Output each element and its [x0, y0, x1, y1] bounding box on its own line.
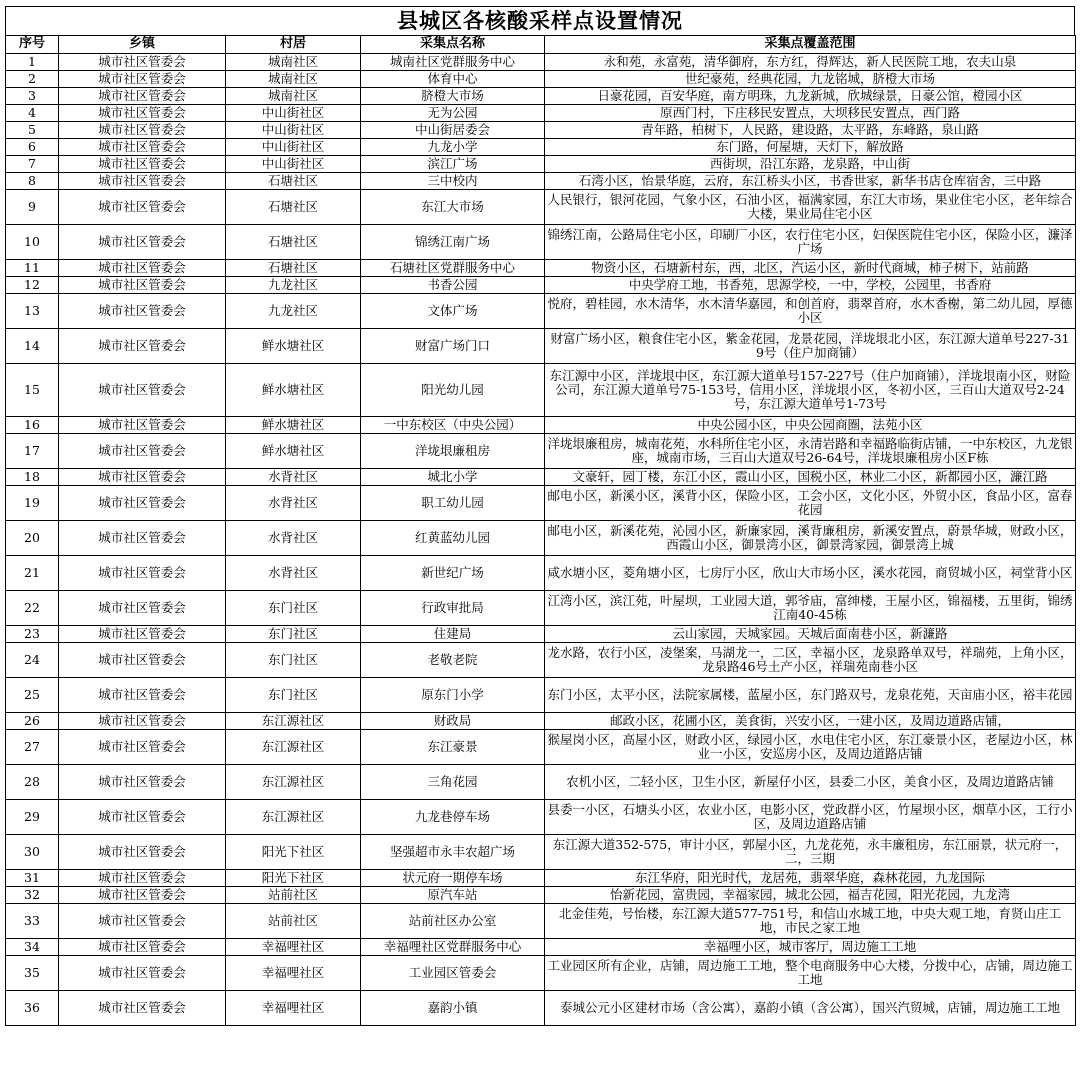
cell-village: 幸福哩社区	[226, 991, 361, 1026]
cell-town: 城市社区管委会	[59, 556, 226, 591]
cell-town: 城市社区管委会	[59, 939, 226, 956]
cell-village: 城南社区	[226, 88, 361, 105]
cell-village: 东门社区	[226, 591, 361, 626]
header-village: 村居	[226, 36, 361, 54]
cell-no: 5	[6, 122, 59, 139]
table-row	[6, 956, 1076, 991]
table-row	[6, 835, 1076, 870]
cell-no: 10	[6, 225, 59, 260]
cell-village: 鲜水塘社区	[226, 364, 361, 417]
cell-town: 城市社区管委会	[59, 173, 226, 190]
cell-coverage: 永和苑，永富苑，清华御府，东方红，得辉达，新人民医院工地，农夫山泉	[545, 54, 1076, 71]
cell-site: 一中东校区（中央公园）	[361, 417, 545, 434]
cell-village: 东江源社区	[226, 800, 361, 835]
cell-site: 九龙小学	[361, 139, 545, 156]
sampling-sites-table	[5, 35, 1076, 1026]
table-title: 县城区各核酸采样点设置情况	[5, 6, 1075, 35]
cell-no: 30	[6, 835, 59, 870]
cell-coverage: 悦府，碧桂园，水木清华，水木清华嘉园，和创首府，翡翠首府，水木香榭，第二幼儿园，厚德小区	[545, 294, 1076, 329]
cell-town: 城市社区管委会	[59, 800, 226, 835]
cell-town: 城市社区管委会	[59, 417, 226, 434]
cell-village: 城南社区	[226, 71, 361, 88]
cell-coverage: 猴屋岗小区，高屋小区，财政小区，绿园小区，水电住宅小区，东江豪景小区，老屋边小区，林业一小区，安巡房小区，及周边道路店铺	[545, 730, 1076, 765]
cell-village: 东门社区	[226, 626, 361, 643]
table-row	[6, 434, 1076, 469]
table-body	[6, 54, 1076, 1026]
table-row	[6, 364, 1076, 417]
table-row	[6, 105, 1076, 122]
table-row	[6, 800, 1076, 835]
cell-coverage: 东江源中小区，洋垅垠中区，东江源大道单号157-227号（住户加商铺），洋垅垠南小区，财险公司，东江源大道单号75-153号，信用小区，洋垅垠小区，冬初小区，三百山大道双号2-24号，东江源大道单号1-73号	[545, 364, 1076, 417]
cell-village: 城南社区	[226, 54, 361, 71]
cell-coverage: 工业园区所有企业，店铺，周边施工工地，整个电商服务中心大楼，分拨中心，店铺，周边施工工地	[545, 956, 1076, 991]
cell-no: 19	[6, 486, 59, 521]
table-row	[6, 173, 1076, 190]
table-row	[6, 225, 1076, 260]
cell-coverage: 人民银行，银河花园，气象小区，石油小区，福满家园，东江大市场，果业住宅小区，老年综合大楼，果业局住宅小区	[545, 190, 1076, 225]
cell-town: 城市社区管委会	[59, 469, 226, 486]
cell-site: 城北小学	[361, 469, 545, 486]
cell-village: 九龙社区	[226, 294, 361, 329]
cell-town: 城市社区管委会	[59, 139, 226, 156]
table-row	[6, 486, 1076, 521]
cell-village: 东江源社区	[226, 730, 361, 765]
cell-no: 18	[6, 469, 59, 486]
cell-town: 城市社区管委会	[59, 294, 226, 329]
cell-town: 城市社区管委会	[59, 486, 226, 521]
cell-coverage: 北金佳苑，号怡楼，东江源大道577-751号，和信山水城工地，中央大观工地，育贤山庄工地，市民之家工地	[545, 904, 1076, 939]
cell-town: 城市社区管委会	[59, 105, 226, 122]
cell-site: 住建局	[361, 626, 545, 643]
cell-coverage: 东江源大道352-575，审计小区，郭屋小区，九龙花苑，永丰廉租房，东江丽景，状元府一，二，三期	[545, 835, 1076, 870]
cell-no: 16	[6, 417, 59, 434]
cell-town: 城市社区管委会	[59, 521, 226, 556]
cell-town: 城市社区管委会	[59, 54, 226, 71]
table-row	[6, 190, 1076, 225]
cell-village: 鲜水塘社区	[226, 329, 361, 364]
cell-site: 三角花园	[361, 765, 545, 800]
cell-coverage: 泰城公元小区建材市场（含公寓），嘉韵小镇（含公寓），国兴汽贸城，店铺，周边施工工地	[545, 991, 1076, 1026]
cell-coverage: 财富广场小区，粮食住宅小区，紫金花园，龙景花园，洋垅垠北小区，东江源大道单号227-319号（住户加商铺）	[545, 329, 1076, 364]
cell-site: 财政局	[361, 713, 545, 730]
cell-village: 水背社区	[226, 521, 361, 556]
table-row	[6, 521, 1076, 556]
cell-site: 幸福哩社区党群服务中心	[361, 939, 545, 956]
cell-no: 4	[6, 105, 59, 122]
cell-town: 城市社区管委会	[59, 765, 226, 800]
cell-town: 城市社区管委会	[59, 329, 226, 364]
cell-village: 中山街社区	[226, 122, 361, 139]
table-row	[6, 870, 1076, 887]
cell-site: 工业园区管委会	[361, 956, 545, 991]
cell-site: 原东门小学	[361, 678, 545, 713]
cell-no: 33	[6, 904, 59, 939]
cell-coverage: 县委一小区，石塘头小区，农业小区，电影小区，党政群小区，竹屋坝小区，烟草小区，工行小区，及周边道路店铺	[545, 800, 1076, 835]
cell-coverage: 邮电小区，新溪花苑，沁园小区，新廉家园，溪背廉租房，新溪安置点，蔚景华城，财政小区，西霞山小区，御景湾小区，御景湾家园，御景湾上城	[545, 521, 1076, 556]
table-row	[6, 887, 1076, 904]
cell-coverage: 世纪豪苑，经典花园，九龙铭城，脐橙大市场	[545, 71, 1076, 88]
cell-village: 水背社区	[226, 486, 361, 521]
cell-site: 老敬老院	[361, 643, 545, 678]
cell-village: 石塘社区	[226, 190, 361, 225]
cell-town: 城市社区管委会	[59, 730, 226, 765]
table-row	[6, 991, 1076, 1026]
cell-village: 幸福哩社区	[226, 939, 361, 956]
cell-site: 九龙巷停车场	[361, 800, 545, 835]
cell-village: 阳光下社区	[226, 870, 361, 887]
cell-site: 城南社区党群服务中心	[361, 54, 545, 71]
cell-no: 15	[6, 364, 59, 417]
cell-coverage: 幸福哩小区，城市客厅，周边施工工地	[545, 939, 1076, 956]
cell-no: 1	[6, 54, 59, 71]
cell-village: 中山街社区	[226, 105, 361, 122]
cell-site: 职工幼儿园	[361, 486, 545, 521]
cell-coverage: 中央公园小区，中央公园商圈，法苑小区	[545, 417, 1076, 434]
cell-no: 23	[6, 626, 59, 643]
table-row	[6, 294, 1076, 329]
cell-village: 东江源社区	[226, 765, 361, 800]
cell-coverage: 文豪轩，园丁楼，东江小区，霞山小区，国税小区，林业二小区，新都园小区，濂江路	[545, 469, 1076, 486]
cell-site: 新世纪广场	[361, 556, 545, 591]
cell-village: 石塘社区	[226, 260, 361, 277]
cell-town: 城市社区管委会	[59, 156, 226, 173]
cell-coverage: 江湾小区，滨江苑，叶屋坝，工业园大道，郭爷庙，富绅楼，王屋小区，锦福楼，五里街，锦绣江南40-45栋	[545, 591, 1076, 626]
cell-no: 25	[6, 678, 59, 713]
cell-coverage: 东门路，何屋塘，天灯下，解放路	[545, 139, 1076, 156]
cell-coverage: 云山家园，天城家园。天城后面南巷小区，新濂路	[545, 626, 1076, 643]
cell-no: 13	[6, 294, 59, 329]
table-row	[6, 643, 1076, 678]
cell-coverage: 邮电小区，新溪小区，溪背小区，保险小区，工会小区，文化小区，外贸小区，食品小区，富春花园	[545, 486, 1076, 521]
cell-no: 34	[6, 939, 59, 956]
cell-site: 财富广场门口	[361, 329, 545, 364]
table-row	[6, 88, 1076, 105]
cell-coverage: 物资小区，石塘新村东，西，北区，汽运小区，新时代商城，柿子树下，站前路	[545, 260, 1076, 277]
table-row	[6, 765, 1076, 800]
cell-village: 水背社区	[226, 556, 361, 591]
cell-no: 21	[6, 556, 59, 591]
cell-coverage: 日豪花园，百安华庭，南方明珠，九龙新城，欣城绿景，日豪公馆，橙园小区	[545, 88, 1076, 105]
cell-no: 35	[6, 956, 59, 991]
cell-coverage: 东江华府，阳光时代，龙居苑，翡翠华庭，森林花园，九龙国际	[545, 870, 1076, 887]
cell-town: 城市社区管委会	[59, 190, 226, 225]
table-row	[6, 122, 1076, 139]
cell-town: 城市社区管委会	[59, 364, 226, 417]
cell-site: 无为公园	[361, 105, 545, 122]
cell-coverage: 怡新花园，富贵园，幸福家园，城北公园，福吉花园，阳光花园，九龙湾	[545, 887, 1076, 904]
cell-site: 文体广场	[361, 294, 545, 329]
cell-no: 36	[6, 991, 59, 1026]
table-row	[6, 54, 1076, 71]
cell-coverage: 东门小区，太平小区，法院家属楼，蓝屋小区，东门路双号，龙泉花苑，天亩庙小区，裕丰花园	[545, 678, 1076, 713]
cell-coverage: 青年路，柏树下，人民路，建设路，太平路，东峰路，泉山路	[545, 122, 1076, 139]
cell-no: 24	[6, 643, 59, 678]
cell-no: 29	[6, 800, 59, 835]
cell-coverage: 中央学府工地，书香苑，思源学校，一中，学校，公园里，书香府	[545, 277, 1076, 294]
cell-no: 26	[6, 713, 59, 730]
table-row	[6, 713, 1076, 730]
cell-town: 城市社区管委会	[59, 591, 226, 626]
cell-no: 27	[6, 730, 59, 765]
cell-site: 石塘社区党群服务中心	[361, 260, 545, 277]
cell-site: 中山街居委会	[361, 122, 545, 139]
cell-site: 红黄蓝幼儿园	[361, 521, 545, 556]
cell-no: 17	[6, 434, 59, 469]
cell-no: 32	[6, 887, 59, 904]
cell-village: 中山街社区	[226, 156, 361, 173]
cell-town: 城市社区管委会	[59, 122, 226, 139]
cell-coverage: 锦绣江南，公路局住宅小区，印刷厂小区，农行住宅小区，妇保医院住宅小区，保险小区，濂泽广场	[545, 225, 1076, 260]
cell-coverage: 邮政小区，花圃小区，美食街，兴安小区，一建小区，及周边道路店铺，	[545, 713, 1076, 730]
cell-village: 鲜水塘社区	[226, 417, 361, 434]
table-row	[6, 678, 1076, 713]
header-coverage: 采集点覆盖范围	[545, 36, 1076, 54]
cell-site: 东江豪景	[361, 730, 545, 765]
cell-coverage: 西街坝，沿江东路，龙泉路，中山街	[545, 156, 1076, 173]
cell-site: 嘉韵小镇	[361, 991, 545, 1026]
cell-site: 洋垅垠廉租房	[361, 434, 545, 469]
cell-site: 原汽车站	[361, 887, 545, 904]
cell-no: 28	[6, 765, 59, 800]
cell-site: 状元府一期停车场	[361, 870, 545, 887]
cell-village: 中山街社区	[226, 139, 361, 156]
table-row	[6, 417, 1076, 434]
cell-site: 坚强超市永丰农超广场	[361, 835, 545, 870]
cell-no: 2	[6, 71, 59, 88]
header-site: 采集点名称	[361, 36, 545, 54]
cell-town: 城市社区管委会	[59, 626, 226, 643]
table-row	[6, 277, 1076, 294]
cell-town: 城市社区管委会	[59, 277, 226, 294]
cell-no: 7	[6, 156, 59, 173]
cell-site: 站前社区办公室	[361, 904, 545, 939]
cell-town: 城市社区管委会	[59, 678, 226, 713]
table-row	[6, 71, 1076, 88]
cell-coverage: 洋垅垠廉租房，城南花苑，水科所住宅小区，永清岩路和幸福路临街店铺，一中东校区，九龙银座，城南市场，三百山大道双号26-64号，洋垅垠廉租房小区F栋	[545, 434, 1076, 469]
cell-site: 脐橙大市场	[361, 88, 545, 105]
cell-no: 20	[6, 521, 59, 556]
cell-village: 阳光下社区	[226, 835, 361, 870]
cell-village: 东门社区	[226, 643, 361, 678]
cell-village: 东江源社区	[226, 713, 361, 730]
table-row	[6, 591, 1076, 626]
cell-village: 水背社区	[226, 469, 361, 486]
cell-no: 22	[6, 591, 59, 626]
cell-no: 11	[6, 260, 59, 277]
cell-no: 14	[6, 329, 59, 364]
cell-town: 城市社区管委会	[59, 71, 226, 88]
cell-town: 城市社区管委会	[59, 260, 226, 277]
header-row	[6, 36, 1076, 54]
cell-coverage: 石湾小区，怡景华庭，云府，东江桥头小区，书香世家，新华书店仓库宿舍，三中路	[545, 173, 1076, 190]
cell-town: 城市社区管委会	[59, 643, 226, 678]
cell-site: 东江大市场	[361, 190, 545, 225]
cell-town: 城市社区管委会	[59, 713, 226, 730]
table-row	[6, 939, 1076, 956]
cell-village: 石塘社区	[226, 225, 361, 260]
cell-coverage: 原西门村，下庄移民安置点，大坝移民安置点，西门路	[545, 105, 1076, 122]
cell-no: 8	[6, 173, 59, 190]
cell-village: 九龙社区	[226, 277, 361, 294]
cell-no: 6	[6, 139, 59, 156]
cell-no: 3	[6, 88, 59, 105]
cell-no: 12	[6, 277, 59, 294]
cell-town: 城市社区管委会	[59, 88, 226, 105]
cell-site: 书香公园	[361, 277, 545, 294]
cell-town: 城市社区管委会	[59, 956, 226, 991]
table-row	[6, 469, 1076, 486]
cell-town: 城市社区管委会	[59, 904, 226, 939]
cell-town: 城市社区管委会	[59, 991, 226, 1026]
cell-village: 站前社区	[226, 887, 361, 904]
table-row	[6, 329, 1076, 364]
table-row	[6, 139, 1076, 156]
cell-site: 行政审批局	[361, 591, 545, 626]
cell-town: 城市社区管委会	[59, 434, 226, 469]
cell-site: 阳光幼儿园	[361, 364, 545, 417]
table-row	[6, 904, 1076, 939]
cell-village: 鲜水塘社区	[226, 434, 361, 469]
cell-site: 三中校内	[361, 173, 545, 190]
table-row	[6, 556, 1076, 591]
cell-coverage: 咸水塘小区，菱角塘小区，七房厅小区，欣山大市场小区，溪水花园，商贸城小区，祠堂背小区	[545, 556, 1076, 591]
cell-village: 幸福哩社区	[226, 956, 361, 991]
header-town: 乡镇	[59, 36, 226, 54]
table-row	[6, 626, 1076, 643]
cell-coverage: 龙水路，农行小区，凌堡案，马湖龙一，二区，幸福小区，龙泉路单双号，祥瑞苑，上角小区，龙泉路46号土产小区，祥瑞苑南巷小区	[545, 643, 1076, 678]
cell-village: 石塘社区	[226, 173, 361, 190]
cell-coverage: 农机小区，二轻小区，卫生小区，新屋仔小区，县委二小区，美食小区，及周边道路店铺	[545, 765, 1076, 800]
cell-village: 站前社区	[226, 904, 361, 939]
cell-town: 城市社区管委会	[59, 870, 226, 887]
cell-no: 9	[6, 190, 59, 225]
cell-site: 锦绣江南广场	[361, 225, 545, 260]
cell-no: 31	[6, 870, 59, 887]
cell-town: 城市社区管委会	[59, 835, 226, 870]
cell-site: 体育中心	[361, 71, 545, 88]
cell-site: 滨江广场	[361, 156, 545, 173]
header-no: 序号	[6, 36, 59, 54]
cell-town: 城市社区管委会	[59, 887, 226, 904]
table-row	[6, 730, 1076, 765]
cell-village: 东门社区	[226, 678, 361, 713]
table-row	[6, 156, 1076, 173]
cell-town: 城市社区管委会	[59, 225, 226, 260]
table-row	[6, 260, 1076, 277]
